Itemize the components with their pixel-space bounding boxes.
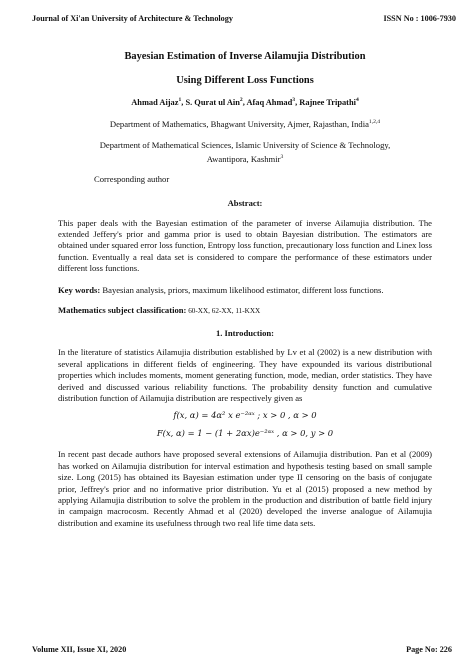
affiliation-1-text: Department of Mathematics, Bhagwant University, Ajmer, Rajasthan, India — [109, 118, 369, 129]
keywords — [58, 285, 432, 296]
paper-subtitle: Using Different Loss Functions — [176, 75, 314, 86]
author-sup: 4 — [355, 97, 359, 103]
affiliation-2-line1: Department of Mathematical Sciences, Islamic University of Science & Technology, — [99, 139, 391, 150]
author-name: Afaq Ahmad — [246, 97, 293, 107]
issn-number: ISSN No : 1006-7930 — [383, 14, 456, 23]
keywords-text: Bayesian analysis, priors, maximum likelihood estimator, different loss functions. — [100, 284, 384, 295]
author-sup: 2 — [239, 97, 243, 103]
abstract-text: This paper deals with the Bayesian estimation of the parameter of inverse Ailamujia distribution. The extended Jeffery's prior and gamma prior is used to obtain Bayesian distribution. The estimators are obtained under squared error loss function, Entropy loss function, precautionary loss function and Linex loss function. Eventually a real data set is considered to compare the performance of these estimators under different loss functions. — [58, 217, 432, 274]
abstract-heading: Abstract: — [227, 197, 263, 208]
page-number: Page No: 226 — [406, 645, 452, 654]
author-name: Rajnee Tripathi — [299, 97, 356, 107]
affiliation-2 — [58, 139, 432, 165]
keywords-label: Key words: — [58, 284, 101, 295]
journal-name: Journal of Xi'an University of Architecture & Technology — [32, 14, 233, 23]
affiliation-2-line2: Awantipora, Kashmir — [206, 153, 281, 164]
msc-classification — [58, 305, 432, 317]
author-sup: 3 — [292, 97, 296, 103]
affiliation-2-sup: 3 — [280, 153, 284, 160]
author-name: Ahmad Aijaz — [131, 97, 179, 107]
running-footer — [32, 645, 452, 654]
msc-codes: 60-XX, 62-XX, 11-KXX — [186, 306, 261, 315]
affiliation-1-sup: 1,2,4 — [368, 118, 381, 125]
intro-heading: 1. Introduction: — [215, 328, 275, 339]
author-name: S. Qurat ul Ain — [185, 97, 240, 107]
author-list: Ahmad Aijaz$^1$, S. Qurat ul Ain$^2$, Afaq Ahmad$^3$, Rajnee Tripathi$^4$ — [131, 97, 359, 107]
running-header — [32, 14, 456, 23]
equation-pdf: f(x, α) = 4α² x e⁻²ᵅˣ ; x > 0 , α > 0 — [173, 410, 317, 421]
paper-title: Bayesian Estimation of Inverse Ailamujia Distribution — [124, 51, 366, 62]
volume-issue: Volume XII, Issue XI, 2020 — [32, 645, 127, 654]
intro-paragraph-1: In the literature of statistics Ailamujia distribution established by Lv et al (2002) is a new distribution with several applications in different fields of engineering. They have expounded its various distributional properties which includes moments, moment generating function, mode, median, order statistics. They have derived and discussed various reliability functions. The probability density function and cumulative distribution function of Ailamujia distribution are respectively given as — [58, 347, 432, 403]
msc-label: Mathematics subject classification: — [58, 304, 187, 315]
affiliation-1 — [58, 116, 432, 130]
corresponding-author: Corresponding author — [94, 173, 170, 184]
author-sup: 1 — [178, 97, 182, 103]
equation-cdf: F(x, α) = 1 − (1 + 2αx)e⁻²ᵅˣ , α > 0, y > 0 — [156, 428, 334, 439]
intro-paragraph-2: In recent past decade authors have proposed several extensions of Ailamujia distribution. Pan et al (2009) has worked on Ailamujia distribution for interval estimation and hypothesis testing based on small sample size. Long (2015) has obtained its Bayesian estimation under type II censoring on the basis of conjugate prior, Jeffrey's prior and no informative prior distribution. Yu et al (2015) proposed a new method by applying Ailamujia distribution to solve the problem in the production and distribution of battle field injury in campaign macrocosm. Recently Ahmad et al (2020) developed the inverse analogue of Ailamujia distribution and examine its usefulness through two real life time data sets. — [58, 449, 432, 528]
